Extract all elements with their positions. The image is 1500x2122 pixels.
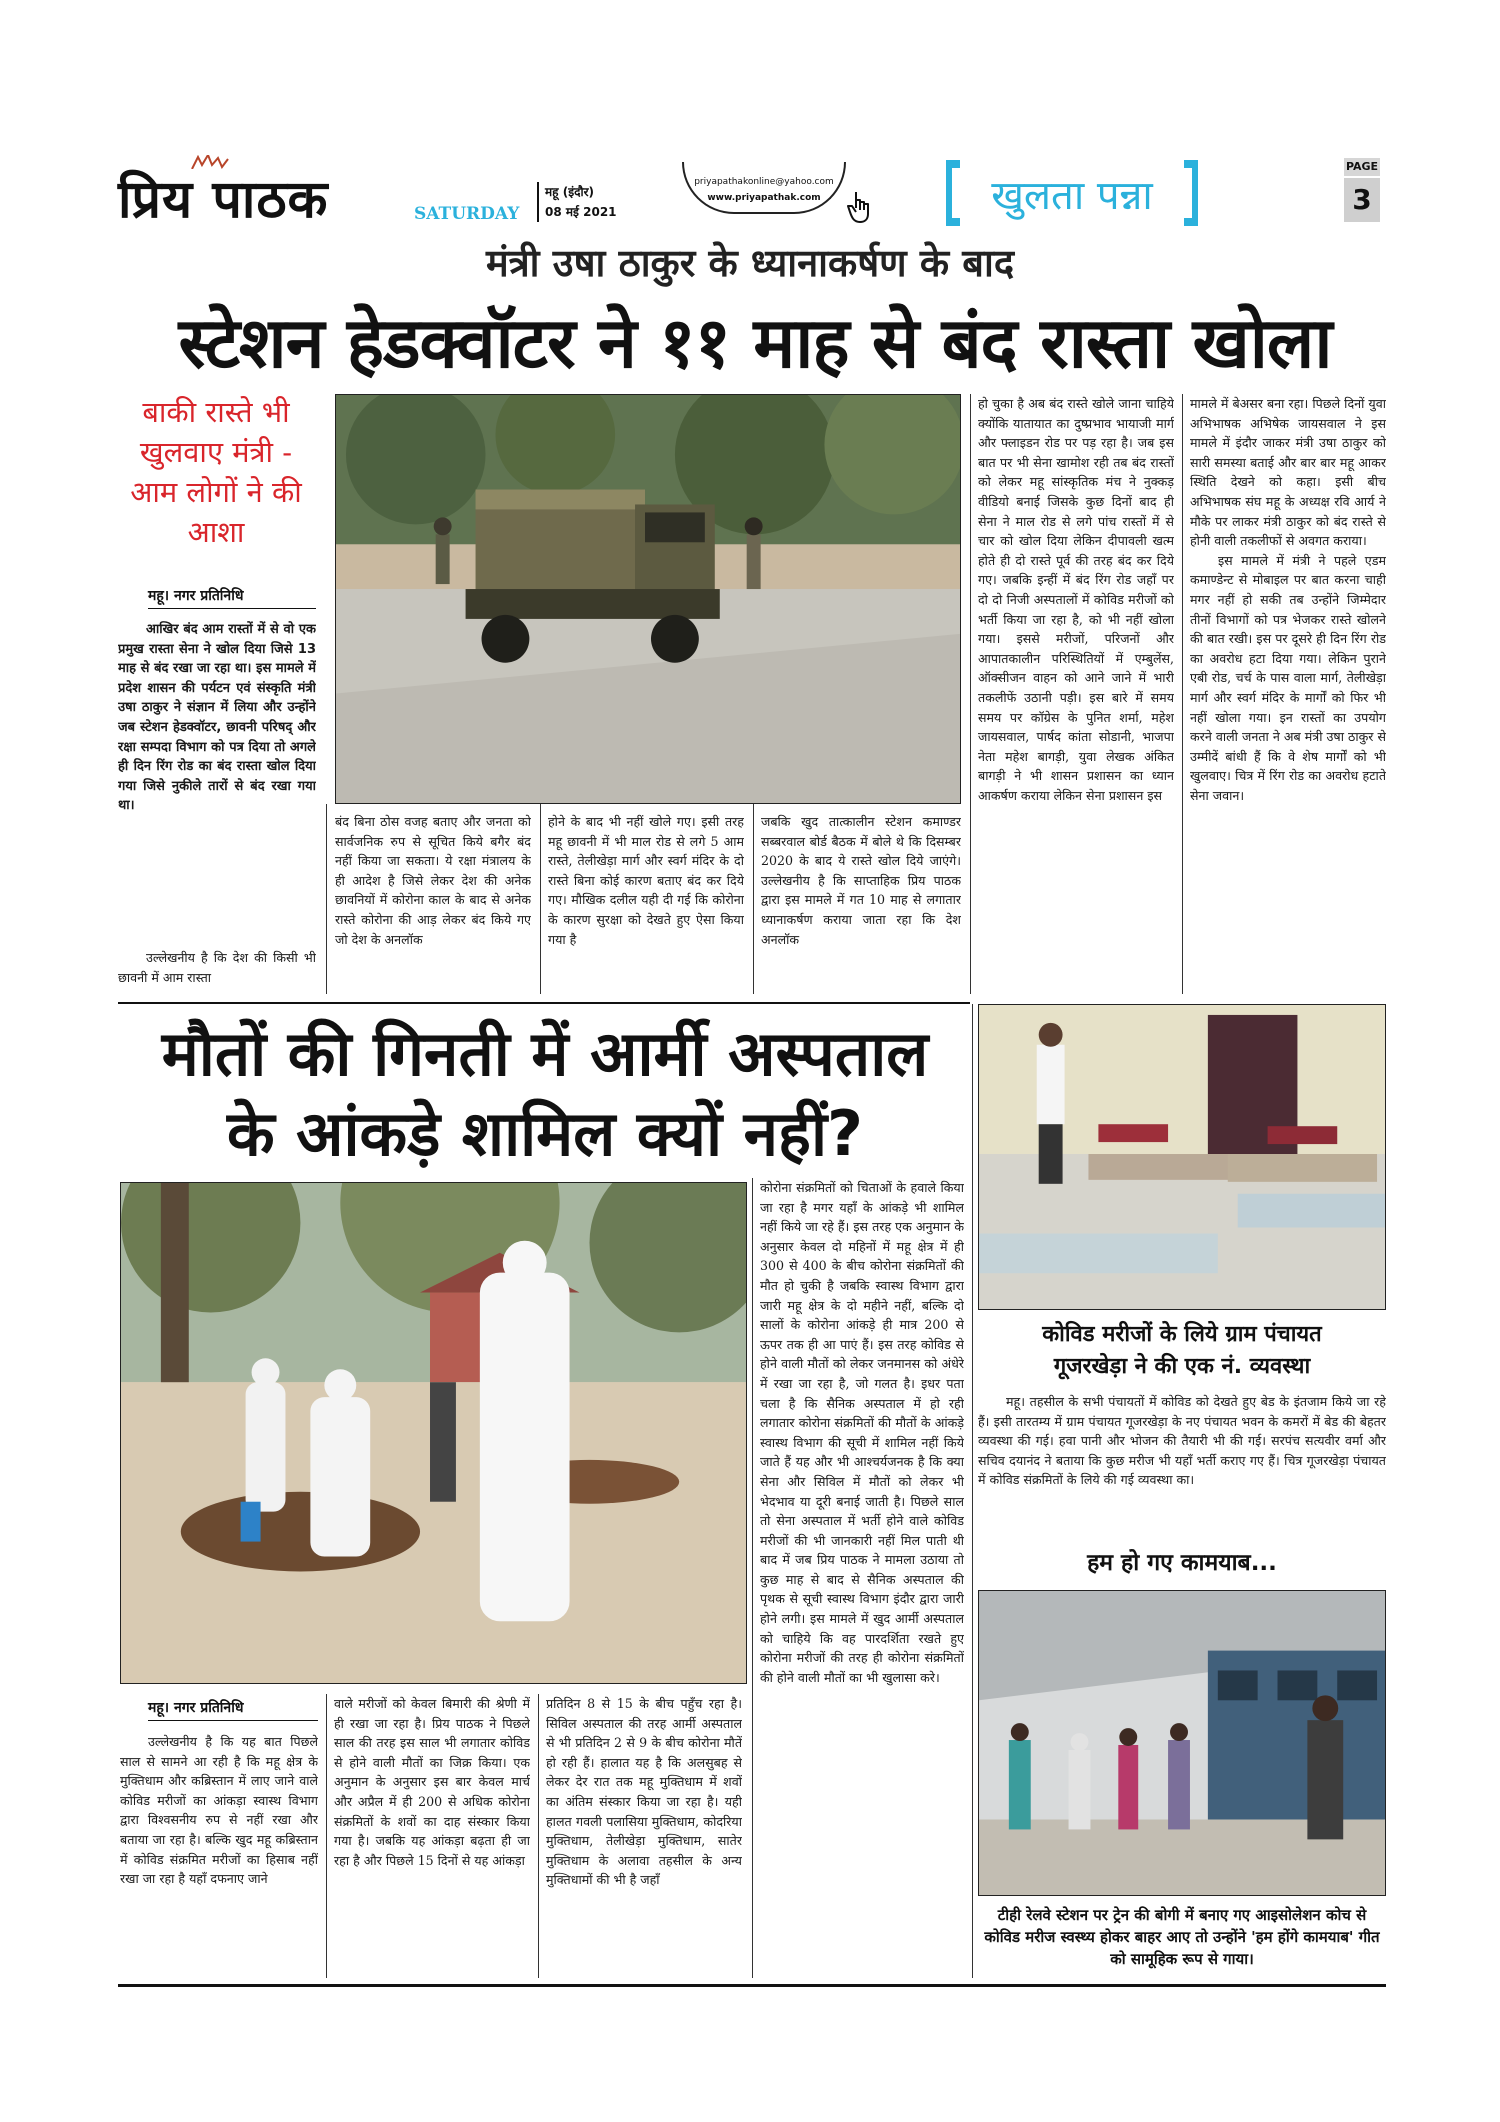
story3-title-line1: कोविड मरीजों के लिये ग्राम पंचायत [1042, 1322, 1322, 1347]
story2-col1-text: उल्लेखनीय है कि यह बात पिछले साल से सामने आ रही है कि महू क्षेत्र के मुक्तिधाम और कब्रिस्तान में लाए जाने वाले कोविड मरीजों का आंकड़ा स्वास्थ विभाग द्वारा विश्वसनीय रुप से नहीं रखा और बताया जा रहा है। बल्कि खुद महू कब्रिस्तान में कोविड संक्रमित मरीजों का हिसाब नहीं रखा जा रहा है यहाँ दफनाए जाने [120, 1734, 318, 1887]
col-divider [538, 1694, 539, 1978]
col-divider [540, 804, 541, 994]
railway-coach-photo [978, 1590, 1386, 1896]
story4-caption: टीही रेलवे स्टेशन पर ट्रेन की बोगी में बनाए गए आइसोलेशन कोच से कोविड मरीज स्वस्थ्य होकर बाहर आए तो उन्होंने 'हम होंगे कामयाब' गीत को सामूहिक रूप से गाया। [984, 1906, 1380, 1968]
story3-body [978, 1392, 1386, 1542]
story1-lead [118, 620, 316, 950]
story2-col4 [760, 1178, 964, 1978]
section-title: खुलता पन्ना [991, 173, 1153, 219]
story1-byline: महू। नगर प्रतिनिधि [148, 586, 316, 609]
col-divider [972, 1004, 973, 1978]
section-banner [946, 160, 1198, 226]
story2-headline-line2: के आंकड़े शामिल क्यों नहीं? [226, 1097, 864, 1170]
col-divider [326, 1694, 327, 1978]
story1-lead-text: आखिर बंद आम रास्तों में से वो एक प्रमुख रास्ता सेना ने खोल दिया जिसे 13 माह से बंद रखा जा रहा था। इस मामले में प्रदेश शासन की पर्यटन एवं संस्कृति मंत्री उषा ठाकुर ने संज्ञान में लिया और उन्होंने जब स्टेशन हेडक्वॉटर, छावनी परिषद् और रक्षा सम्पदा विभाग को पत्र दिया तो अगले ही दिन रिंग रोड का बंद रास्ता खोल दिया गया जिसे नुकीले तारों से बंद रखा गया था। [118, 622, 316, 814]
story1-col6 [1190, 394, 1386, 994]
bottom-rule [118, 1984, 1386, 1987]
day-label: SATURDAY [414, 204, 520, 224]
location-label: महू (इंदौर) [545, 185, 594, 199]
story1-headline: स्टेशन हेडक्वॉटर ने ११ माह से बंद रास्ता खोला [178, 302, 1332, 384]
story1-col6-text: मामले में बेअसर बना रहा। पिछले दिनों युवा अभिभाषक अभिषेक जायसवाल ने इस मामले में इंदौर जाकर मंत्री उषा ठाकुर को सारी समस्या बताई और बार बार महू आकर स्थिति देखने को कहा। इसी बीच अभिभाषक संघ महू के अध्यक्ष रवि आर्य ने मौके पर लाकर मंत्री ठाकुर को बंद रास्ते से होनी वाली तकलीफों से अवगत कराया। [1190, 396, 1386, 549]
story4-title: हम हो गए कामयाब... [1087, 1550, 1277, 1576]
story1-side-title: बाकी रास्ते भी खुलवाए मंत्री - आम लोगों ने की आशा [130, 395, 302, 549]
col-divider [753, 804, 754, 994]
email-link[interactable]: priyapathakonline@yahoo.com [694, 177, 834, 187]
story1-col3 [548, 812, 744, 994]
story3-body-text: महू। तहसील के सभी पंचायतों में कोविड को देखते हुए बेड के इंतजाम किये जा रहे हैं। इसी तारतम्य में ग्राम पंचायत गूजरखेड़ा के नए पंचायत भवन के कमरों में बेड की बेहतर व्यवस्था की गई। हवा पानी और भोजन की तैयारी भी की गई। सरपंच सत्यवीर वर्मा और सचिव दयानंद ने बताया कि कुछ मरीज भी यहाँ भर्ती कराए गए हैं। चित्र गूजरखेड़ा पंचायत में कोविड संक्रमितों के लिये की गई व्यवस्था का। [978, 1394, 1386, 1488]
story1-col4-text: जबकि खुद तात्कालीन स्टेशन कमाण्डर सब्बरवाल बोर्ड बैठक में बोले थे कि दिसम्बर 2020 के बाद ये रास्ते खोल दिये जाएंगे। उल्लेखनीय है कि साप्ताहिक प्रिय पाठक द्वारा इस मामले में गत 10 माह से लगातार ध्यानाकर्षण कराया जाता रहा कि देश अनलॉक [761, 814, 961, 947]
story2-byline: महू। नगर प्रतिनिधि [148, 1698, 318, 1721]
page-number: 3 [1344, 178, 1380, 222]
newspaper-logo: प्रिय पाठक [118, 169, 329, 230]
contact-badge [682, 162, 846, 214]
story2-col3 [546, 1694, 742, 1978]
story1-col5 [978, 394, 1174, 994]
ppe-workers-photo [120, 1182, 747, 1684]
story1-col6b-text: इस मामले में मंत्री ने पहले एडम कमाण्डेन्ट से मोबाइल पर बात करना चाही मगर नहीं हो सकी तब उन्होंने जिम्मेदार तीनों विभागों को पत्र भेजकर रास्ते खोलने की बात रखी। इस पर दूसरे ही दिन रिंग रोड का अवरोध हटा दिया गया। लेकिन पुराने एबी रोड, चर्च के पास वाला मार्ग, तेलीखेड़ा मार्ग और स्वर्ग मंदिर के मार्गों को फिर भी नहीं खोला गया। इन रास्तों का उपयोग करने वाली जनता ने अब मंत्री उषा ठाकुर से उम्मीदें बांधी हैं कि वे शेष मार्गों को भी खुलवाए। चित्र में रिंग रोड का अवरोध हटाते सेना जवान। [1190, 552, 1386, 803]
covid-beds-photo [978, 1004, 1386, 1310]
story-separator-rule [118, 1002, 970, 1004]
story2-col2 [334, 1694, 530, 1978]
story1-col1-tail-text: उल्लेखनीय है कि देश की किसी भी छावनी में आम रास्ता [118, 950, 316, 985]
story1-col2 [335, 812, 531, 994]
col-divider [326, 804, 327, 994]
story3-title-line2: गूजरखेड़ा ने की एक नं. व्यवस्था [1053, 1354, 1311, 1379]
col-divider [970, 394, 971, 994]
bracket-left [946, 160, 960, 226]
logo-flame-icon [190, 155, 230, 169]
story1-col4 [761, 812, 961, 994]
story2-col1 [120, 1732, 318, 1978]
pointing-hand-icon [846, 190, 876, 224]
bracket-right [1184, 160, 1198, 226]
website-link[interactable]: www.priyapathak.com [707, 193, 821, 203]
story2-col2-text: वाले मरीजों को केवल बिमारी की श्रेणी में ही रखा जा रहा है। प्रिय पाठक ने पिछले साल की तरह इस साल भी लगातार कोविड से होने वाली मौतों का जिक्र किया। एक अनुमान के अनुसार इस बार केवल मार्च और अप्रैल में ही 200 से अधिक कोरोना संक्रमितों के शवों का दाह संस्कार किया गया है। जबकि यह आंकड़ा बढ़ता ही जा रहा है और पिछले 15 दिनों से यह आंकड़ा [334, 1696, 530, 1868]
story2-col3-text: प्रतिदिन 8 से 15 के बीच पहुँच रहा है। सिविल अस्पताल की तरह आर्मी अस्पताल से भी प्रतिदिन 2 से 9 के बीच कोरोना मौतें हो रही हैं। हालात यह है कि अलसुबह से लेकर देर रात तक महू मुक्तिधाम में शवों का अंतिम संस्कार किया जा रहा है। यही हालत गवली पलासिया मुक्तिधाम, कोदरिया मुक्तिधाम, तेलीखेड़ा मुक्तिधाम, सातेर मुक्तिधाम के अलावा तहसील के अन्य मुक्तिधामों की भी है जहाँ [546, 1696, 742, 1888]
story1-col1-tail [118, 948, 316, 994]
army-truck-photo [335, 394, 961, 804]
dateline [537, 182, 617, 222]
col-divider [1182, 394, 1183, 994]
col-divider [752, 1178, 753, 1978]
story1-col5-text: हो चुका है अब बंद रास्ते खोले जाना चाहिये क्योंकि यातायात का दुष्प्रभाव भायाजी मार्ग और फ्लाइडन रोड पर पड़ रहा है। जब इस बात पर भी सेना खामोश रही तब बंद रास्तों को लेकर महू सांस्कृतिक मंच ने नुक्कड़ वीडियो बनाई जिसके कुछ दिनों बाद ही सेना ने माल रोड से लगे पांच रास्तों में से चार को खोल दिया लेकिन दीपावली खत्म होते ही दो रास्ते पूर्व की तरह बंद कर दिये गए। जबकि इन्हीं में बंद रिंग रोड जहाँ पर दो दो निजी अस्पतालों में कोविड मरीजों को भर्ती किया जा रहा है, को भी नहीं खोला गया। इससे मरीजों, परिजनों और आपातकालीन परिस्थितियों में एम्बुलेंस, ऑक्सीजन वाहन को आने जाने में भारी तकलीफें उठानी पड़ी। इस बारे में समय समय पर कॉग्रेस के पुनित शर्मा, महेश जायसवाल, पार्षद कांता सोडानी, भाजपा नेता महेश बागड़ी, युवा लेखक अंकित बागड़ी ने भी शासन प्रशासन का ध्यान आकर्षण कराया लेकिन सेना प्रशासन इस [978, 396, 1174, 803]
story1-kicker: मंत्री उषा ठाकुर के ध्यानाकर्षण के बाद [485, 241, 1014, 285]
page-label: PAGE [1344, 158, 1380, 176]
story2-headline-line1: मौतों की गिनती में आर्मी अस्पताल [161, 1017, 929, 1090]
story1-col2-text: बंद बिना ठोस वजह बताए और जनता को सार्वजनिक रुप से सूचित किये बगैर बंद नहीं किया जा सकता। ये रक्षा मंत्रालय के ही आदेश है जिसे लेकर देश की अनेक छावनियों में कोरोना काल के बाद से अनेक रास्ते कोरोना की आड़ लेकर बंद किये गए जो देश के अनलॉक [335, 814, 531, 947]
date-label: 08 मई 2021 [545, 205, 617, 219]
story2-col4-text: कोरोना संक्रमितों को चिताओं के हवाले किया जा रहा है मगर यहाँ के आंकड़े भी शामिल नहीं किये जा रहे हैं। इस तरह एक अनुमान के अनुसार केवल दो महिनों में महू क्षेत्र में ही 300 से 400 के बीच कोरोना संक्रमितों की मौत हो चुकी है जबकि स्वास्थ विभाग द्वारा जारी महू क्षेत्र के दो महीने नहीं, बल्कि दो सालों के कोरोना आंकड़े ही मात्र 200 से ऊपर तक ही आ पाएं हैं। इस तरह कोविड से होने वाली मौतों को लेकर जनमानस को अंधेरे में रखा जा रहा है, जो गलत है। इधर पता चला है कि सैनिक अस्पताल में हो रही लगातार कोरोना संक्रमितों की मौतों के आंकड़े स्वास्थ विभाग की सूची में शामिल नहीं किये जाते हैं यह और भी आश्चर्यजनक है कि क्या सेना और सिविल में मौतों को लेकर भी भेदभाव या दूरी बनाई जाती है। पिछले साल तो सेना अस्पताल में भर्ती होने वाले कोविड मरीजों की भी जानकारी नहीं मिल पाती थी बाद में जब प्रिय पाठक ने मामला उठाया तो कुछ माह से बाद से सैनिक अस्पताल की पृथक से सूची स्वास्थ विभाग इंदौर द्वारा जारी होने लगी। इस मामले में खुद आर्मी अस्पताल को चाहिये कि वह पारदर्शिता रखते हुए कोरोना मरीजों की तरह ही कोरोना संक्रमितों की होने वाली मौतों का भी खुलासा करे। [760, 1180, 964, 1685]
story1-col3-text: होने के बाद भी नहीं खोले गए। इसी तरह महू छावनी में भी माल रोड से लगे 5 आम रास्ते, तेलीखेड़ा मार्ग और स्वर्ग मंदिर के दो रास्ते बिना कोई कारण बताए बंद कर दिये गए। मौखिक दलील यही दी गई कि कोरोना के कारण सुरक्षा को देखते हुए ऐसा किया गया है [548, 814, 744, 947]
